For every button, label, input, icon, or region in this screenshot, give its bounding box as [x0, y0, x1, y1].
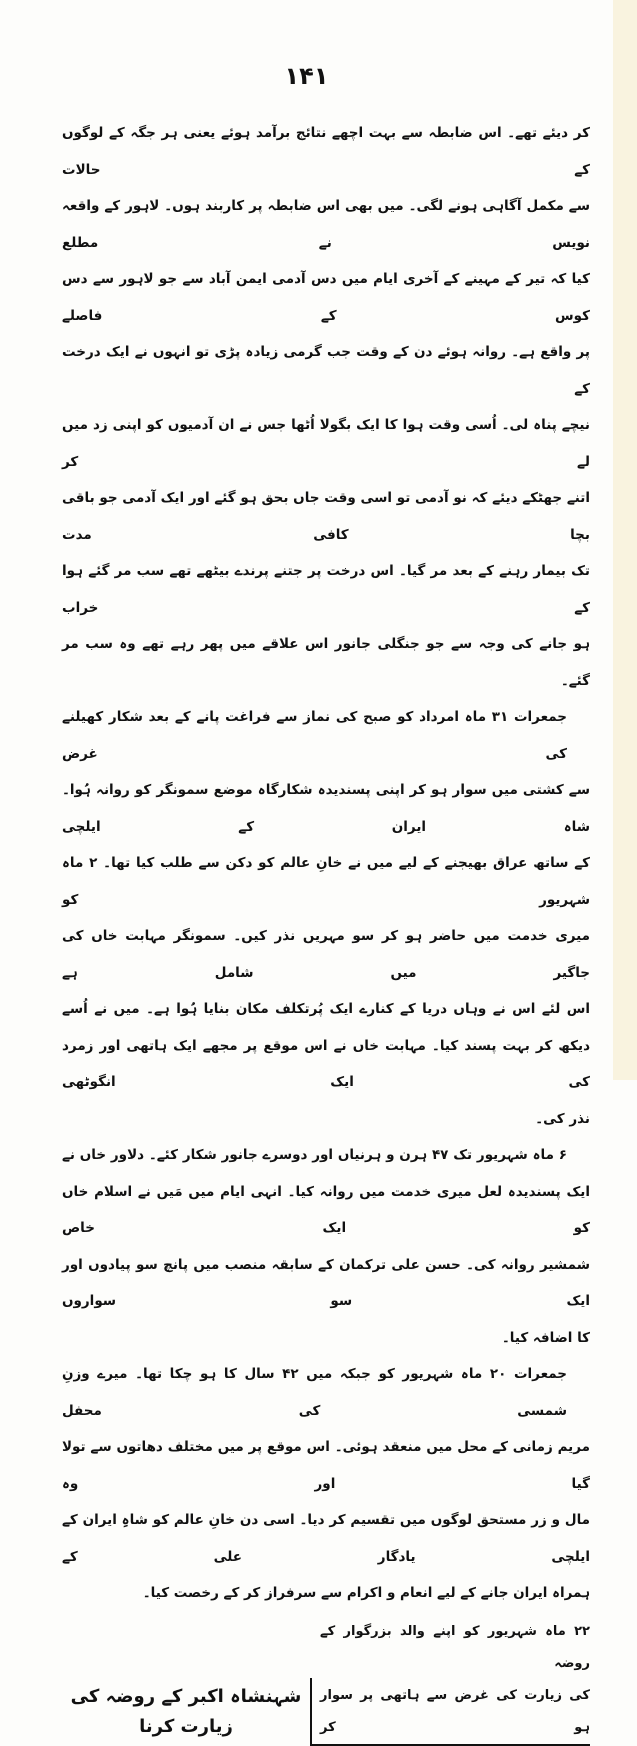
text-line: نذر کی۔	[535, 1110, 590, 1127]
text-line: شمشیر روانہ کی۔ حسن علی ترکمان کے سابقہ منصب میں پانچ سو پیادوں اور ایک سو سواروں	[62, 1256, 590, 1309]
text-line: کیا کہ تیر کے مہینے کے آخری ایام میں دس آدمی ایمن آباد سے جو لاہور سے دس کوس کے فاصلے	[62, 271, 590, 324]
section-text-line: ۲۲ ماہ شہریور کو اپنے والد بزرگوار کے روضہ	[320, 1623, 590, 1671]
text-line: ہمراہ ایران جانے کے لیے انعام و اکرام سے سرفراز کر کے رخصت کیا۔	[142, 1585, 590, 1601]
text-line: اتنے جھٹکے دیئے کہ نو آدمی تو اسی وقت جاں بحق ہو گئے اور ایک آدمی جو باقی بچا کافی مدت	[62, 490, 590, 543]
text-line: مال و زر مستحق لوگوں میں تقسیم کر دیا۔ اسی دن خانِ عالم کو شاہِ ایران کے ایلچی یادگار علی کے	[62, 1512, 590, 1565]
text-line: اس لئے اس نے وہاں دریا کے کنارے ایک پُرتکلف مکان بنایا ہُوا ہے۔ میں نے اُسے	[62, 1001, 590, 1017]
paragraph-start-line: ۶ ماہ شہریور تک ۴۷ ہرن و ہرنیاں اور دوسرے جانور شکار کئے۔ دلاور خاں نے	[62, 1147, 568, 1163]
text-line: کر دیئے تھے۔ اس ضابطہ سے بہت اچھے نتائج برآمد ہوئے یعنی ہر جگہ کے لوگوں کے حالات	[62, 125, 590, 178]
section-text	[312, 1616, 590, 1746]
text-line: پر واقع ہے۔ روانہ ہوئے دن کے وقت جب گرمی زیادہ پڑی تو انہوں نے ایک درخت کے	[62, 344, 590, 397]
text-line: ایک پسندیدہ لعل میری خدمت میں روانہ کیا۔ انہی ایام میں مَیں نے اسلام خاں کو ایک خاص	[62, 1183, 590, 1236]
paragraph-start-line: جمعرات ۳۱ ماہ امرداد کو صبح کی نماز سے فراغت پانے کے بعد شکار کھیلنے کی غرض	[62, 709, 567, 762]
text-line: کے ساتھ عراق بھیجنے کے لیے میں نے خانِ عالم کو دکن سے طلب کیا تھا۔ ۲ ماہ شہریور کو	[62, 855, 590, 908]
text-line: نیچے پناہ لی۔ اُسی وقت ہوا کا ایک بگولا اُٹھا جس نے ان آدمیوں کو اپنی زد میں لے کر	[62, 417, 590, 470]
section-text-line: کی زیارت کی غرض سے ہاتھی پر سوار ہو کر	[320, 1687, 590, 1735]
page-edge	[613, 0, 637, 1080]
text-line: مریم زمانی کے محل میں منعقد ہوئی۔ اس موقع پر میں مختلف دھاتوں سے تولا گیا اور وہ	[62, 1439, 590, 1492]
text-line: میری خدمت میں حاضر ہو کر سو مہریں نذر کیں۔ سمونگر مہابت خاں کی جاگیر میں شامل ہے	[62, 928, 590, 981]
text-line: سے کشتی میں سوار ہو کر اپنی پسندیدہ شکارگاہ موضع سمونگر کو روانہ ہُوا۔ شاہ ایران کے ایلچی	[62, 782, 590, 835]
body-text	[62, 115, 590, 1746]
section-heading: شہنشاہ اکبر کے روضہ کی زیارت کرنا	[70, 1685, 302, 1737]
page-number: ۱۴۱	[284, 62, 329, 90]
section	[62, 1616, 590, 1746]
paragraph-start-line: جمعرات ۲۰ ماہ شہریور کو جبکہ میں ۴۲ سال کا ہو چکا تھا۔ میرے وزنِ شمسی کی محفل	[62, 1366, 567, 1419]
text-line: ہو جانے کی وجہ سے جو جنگلی جانور اس علاقے میں پھر رہے تھے وہ سب مر گئے۔	[62, 636, 590, 689]
text-line: تک بیمار رہنے کے بعد مر گیا۔ اس درخت پر جتنے پرندے بیٹھے تھے سب مر گئے ہوا کے خراب	[62, 563, 590, 616]
text-line: سے مکمل آگاہی ہونے لگی۔ میں بھی اس ضابطہ پر کاربند ہوں۔ لاہور کے واقعہ نویس نے مطلع	[62, 198, 590, 251]
section-heading-box	[62, 1678, 312, 1746]
text-line: دیکھ کر بہت پسند کیا۔ مہابت خاں نے اس موقع پر مجھے ایک ہاتھی اور زمرد کی ایک انگوٹھی	[62, 1037, 590, 1090]
text-line: کا اضافہ کیا۔	[501, 1329, 590, 1346]
